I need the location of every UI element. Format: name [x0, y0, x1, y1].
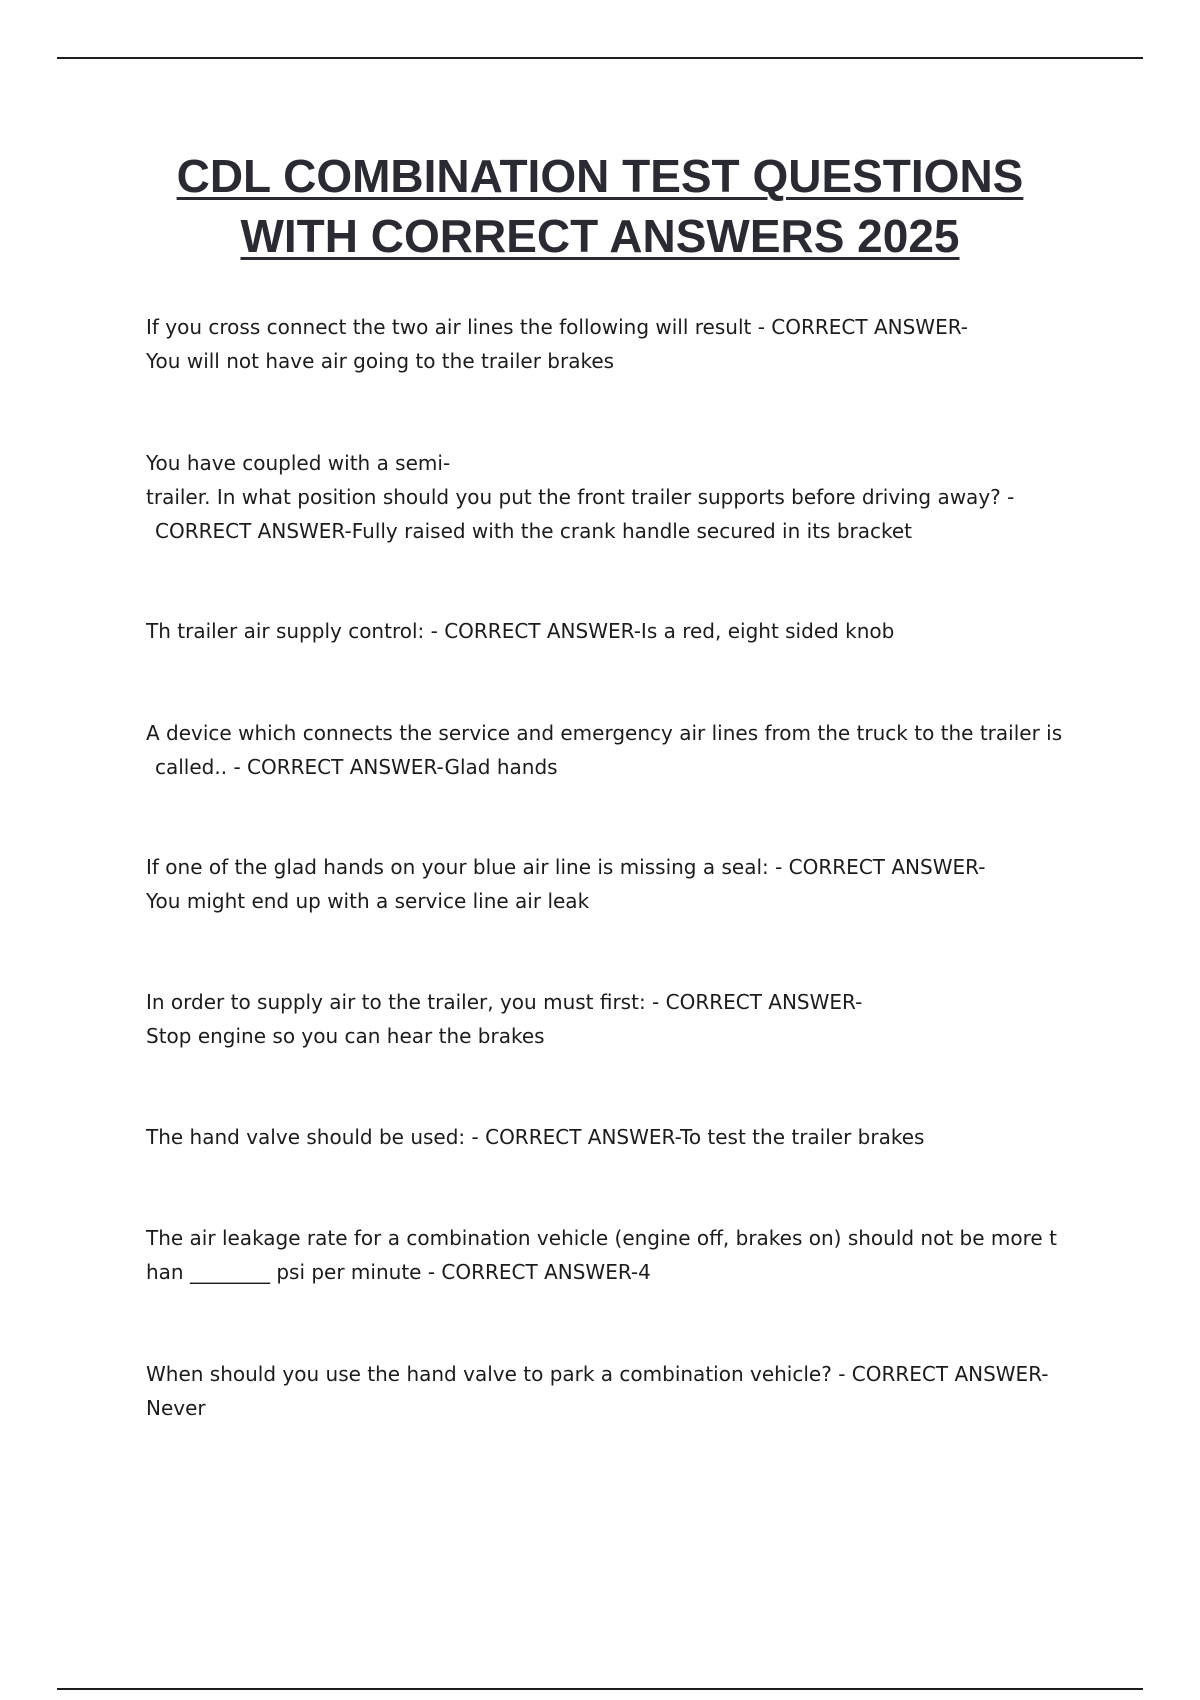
qa-answer: CORRECT ANSWER-Fully raised with the crank handle secured in its bracket	[155, 519, 913, 543]
qa-item-7	[146, 1120, 1090, 1154]
qa-answer: Never	[146, 1396, 206, 1420]
qa-item-2	[146, 446, 1090, 548]
bottom-rule	[57, 1688, 1143, 1690]
qa-question: If one of the glad hands on your blue air line is missing a seal: - CORRECT ANSWER-	[146, 855, 986, 879]
top-rule	[57, 57, 1143, 59]
qa-question: You have coupled with a semi-	[146, 451, 451, 475]
document-title	[0, 146, 1200, 266]
qa-answer: You might end up with a service line air leak	[146, 889, 590, 913]
qa-question: If you cross connect the two air lines the following will result - CORRECT ANSWER-	[146, 315, 969, 339]
qa-question-cont: trailer. In what position should you put the front trailer supports before driving away? -	[146, 485, 1015, 509]
qa-question: A device which connects the service and emergency air lines from the truck to the trailer is	[146, 721, 1063, 745]
qa-item-9	[146, 1357, 1090, 1425]
qa-question: In order to supply air to the trailer, you must first: - CORRECT ANSWER-	[146, 990, 863, 1014]
qa-question: Th trailer air supply control: - CORRECT ANSWER-Is a red, eight sided knob	[146, 619, 895, 643]
qa-item-1	[146, 310, 1090, 378]
qa-item-4	[146, 716, 1090, 784]
qa-answer: called.. - CORRECT ANSWER-Glad hands	[155, 755, 558, 779]
qa-answer: You will not have air going to the trailer brakes	[146, 349, 615, 373]
qa-item-3	[146, 614, 1090, 648]
qa-item-8	[146, 1221, 1090, 1289]
qa-question: When should you use the hand valve to park a combination vehicle? - CORRECT ANSWER-	[146, 1362, 1049, 1386]
qa-question: The hand valve should be used: - CORRECT ANSWER-To test the trailer brakes	[146, 1125, 925, 1149]
qa-item-5	[146, 850, 1090, 918]
title-line-2: WITH CORRECT ANSWERS 2025	[240, 210, 960, 262]
qa-item-6	[146, 985, 1090, 1053]
qa-question: The air leakage rate for a combination vehicle (engine off, brakes on) should not be more t	[146, 1226, 1057, 1250]
qa-answer: han ________ psi per minute - CORRECT ANSWER-4	[146, 1260, 651, 1284]
title-line-1: CDL COMBINATION TEST QUESTIONS	[176, 150, 1024, 202]
qa-answer: Stop engine so you can hear the brakes	[146, 1024, 545, 1048]
